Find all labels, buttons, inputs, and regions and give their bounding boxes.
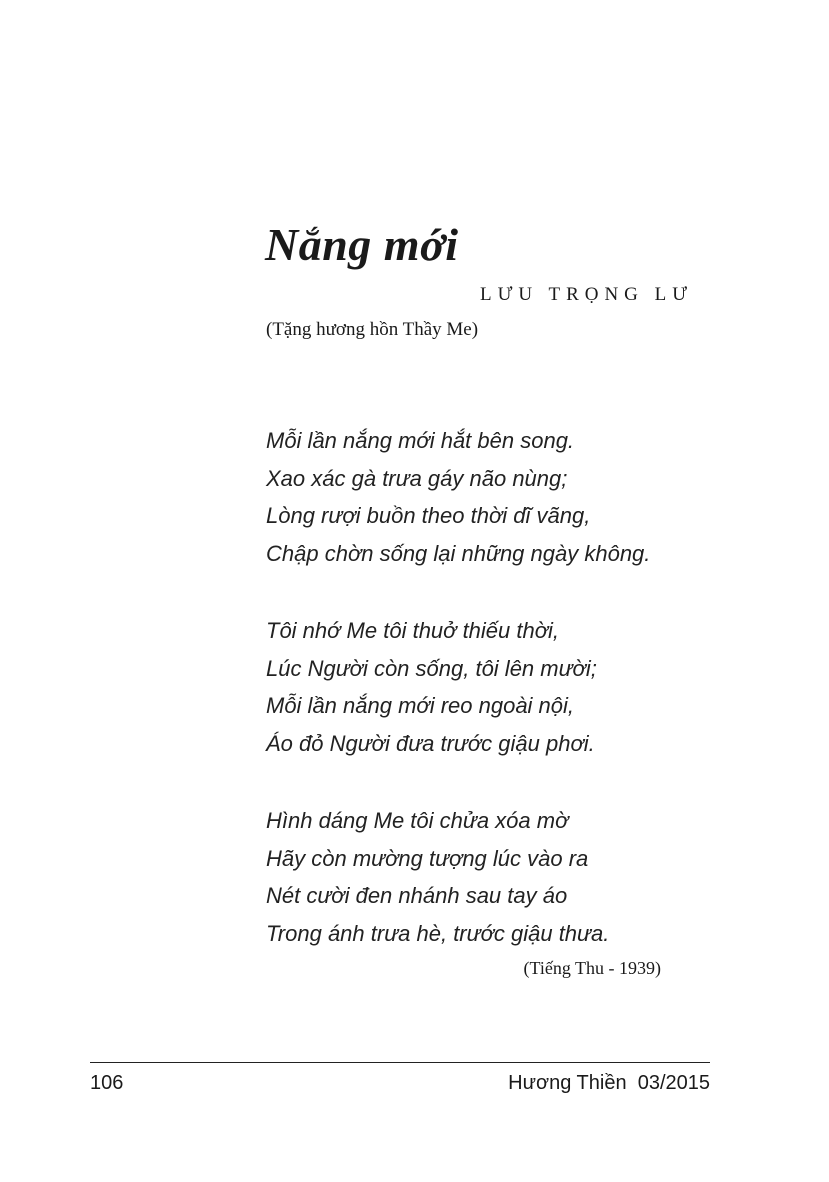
poem-line: Xao xác gà trưa gáy não nùng; — [266, 465, 568, 491]
poem-line: Nét cười đen nhánh sau tay áo — [266, 883, 568, 908]
footer-divider — [90, 1062, 710, 1063]
poem-line: Mỗi lần nắng mới reo ngoài nội, — [266, 693, 575, 718]
page-number: 106 — [90, 1072, 124, 1094]
poem-line: Trong ánh trưa hè, trước giậu thưa. — [266, 920, 610, 946]
publication-info: Hương Thiền 03/2015 — [508, 1072, 710, 1094]
poem-line: Hãy còn mường tượng lúc vào ra — [266, 845, 589, 871]
poem-line: Tôi nhớ Me tôi thuở thiếu thời, — [266, 618, 560, 643]
poem-line: Mỗi lần nắng mới hắt bên song. — [266, 428, 575, 453]
stanza-1 — [266, 422, 650, 572]
poem-body — [266, 422, 650, 992]
stanza-3 — [266, 802, 650, 952]
stanza-2 — [266, 612, 650, 762]
poem-author: LƯU TRỌNG LƯ — [479, 284, 693, 305]
poem-dedication: (Tặng hương hồn Thầy Me) — [266, 319, 479, 340]
poem-title: Nắng mới — [265, 219, 459, 270]
poem-line: Lúc Người còn sống, tôi lên mười; — [266, 655, 597, 681]
poem-source: (Tiếng Thu - 1939) — [523, 958, 661, 978]
poem-line: Hình dáng Me tôi chửa xóa mờ — [266, 808, 569, 833]
poem-line: Lòng rượi buồn theo thời dĩ vãng, — [266, 503, 591, 528]
poem-line: Chập chờn sống lại những ngày không. — [266, 540, 651, 566]
poem-line: Áo đỏ Người đưa trước giậu phơi. — [266, 730, 595, 756]
